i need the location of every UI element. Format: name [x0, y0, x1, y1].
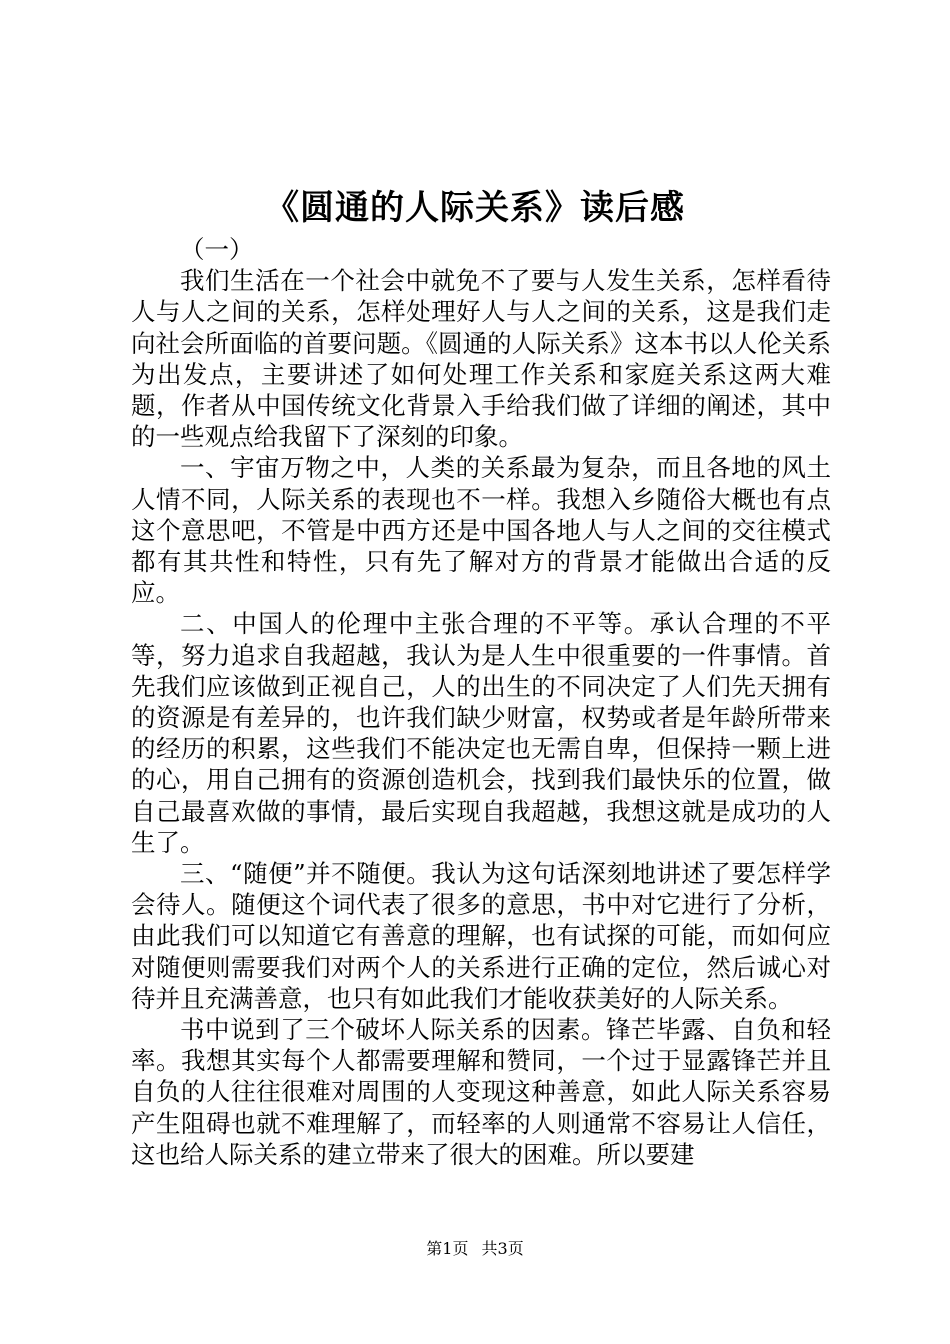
- page-footer: [0, 1238, 950, 1260]
- paragraph-3: 二、中国人的伦理中主张合理的不平等。承认合理的不平等，努力追求自我超越，我认为是人生中很重要的一件事情。首先我们应该做到正视自己，人的出生的不同决定了人们先天拥有的资源是有差异的，也许我们缺少财富，权势或者是年龄所带来的经历的积累，这些我们不能决定也无需自卑，但保持一颗上进的心，用自己拥有的资源创造机会，找到我们最快乐的位置，做自己最喜欢做的事情，最后实现自我超越，我想这就是成功的人生了。: [131, 609, 831, 857]
- paragraph-1: 我们生活在一个社会中就免不了要与人发生关系，怎样看待人与人之间的关系，怎样处理好人与人之间的关系，这是我们走向社会所面临的首要问题。《圆通的人际关系》这本书以人伦关系为出发点，主要讲述了如何处理工作关系和家庭关系这两大难题，作者从中国传统文化背景入手给我们做了详细的阐述，其中的一些观点给我留下了深刻的印象。: [131, 266, 831, 452]
- page-number-current: 第1页: [426, 1239, 469, 1258]
- page-number-total: 共3页: [481, 1239, 524, 1258]
- document-title: 《圆通的人际关系》读后感: [265, 188, 685, 228]
- paragraph-4: 三、“随便”并不随便。我认为这句话深刻地讲述了要怎样学会待人。随便这个词代表了很多的意思，书中对它进行了分析，由此我们可以知道它有善意的理解，也有试探的可能，而如何应对随便则需要我们对两个人的关系进行正确的定位，然后诚心对待并且充满善意，也只有如此我们才能收获美好的人际关系。: [131, 859, 831, 1013]
- section-mark: （一）: [180, 235, 254, 264]
- paragraph-2: 一、宇宙万物之中，人类的关系最为复杂，而且各地的风土人情不同，人际关系的表现也不一样。我想入乡随俗大概也有点这个意思吧，不管是中西方还是中国各地人与人之间的交往模式都有其共性和特性，只有先了解对方的背景才能做出合适的反应。: [131, 453, 831, 608]
- paragraph-5: 书中说到了三个破坏人际关系的因素。锋芒毕露、自负和轻率。我想其实每个人都需要理解和赞同，一个过于显露锋芒并且自负的人往往很难对周围的人变现这种善意，如此人际关系容易产生阻碍也就不难理解了，而轻率的人则通常不容易让人信任，这也给人际关系的建立带来了很大的困难。所以要建: [131, 1015, 831, 1169]
- document-body: [131, 234, 831, 1170]
